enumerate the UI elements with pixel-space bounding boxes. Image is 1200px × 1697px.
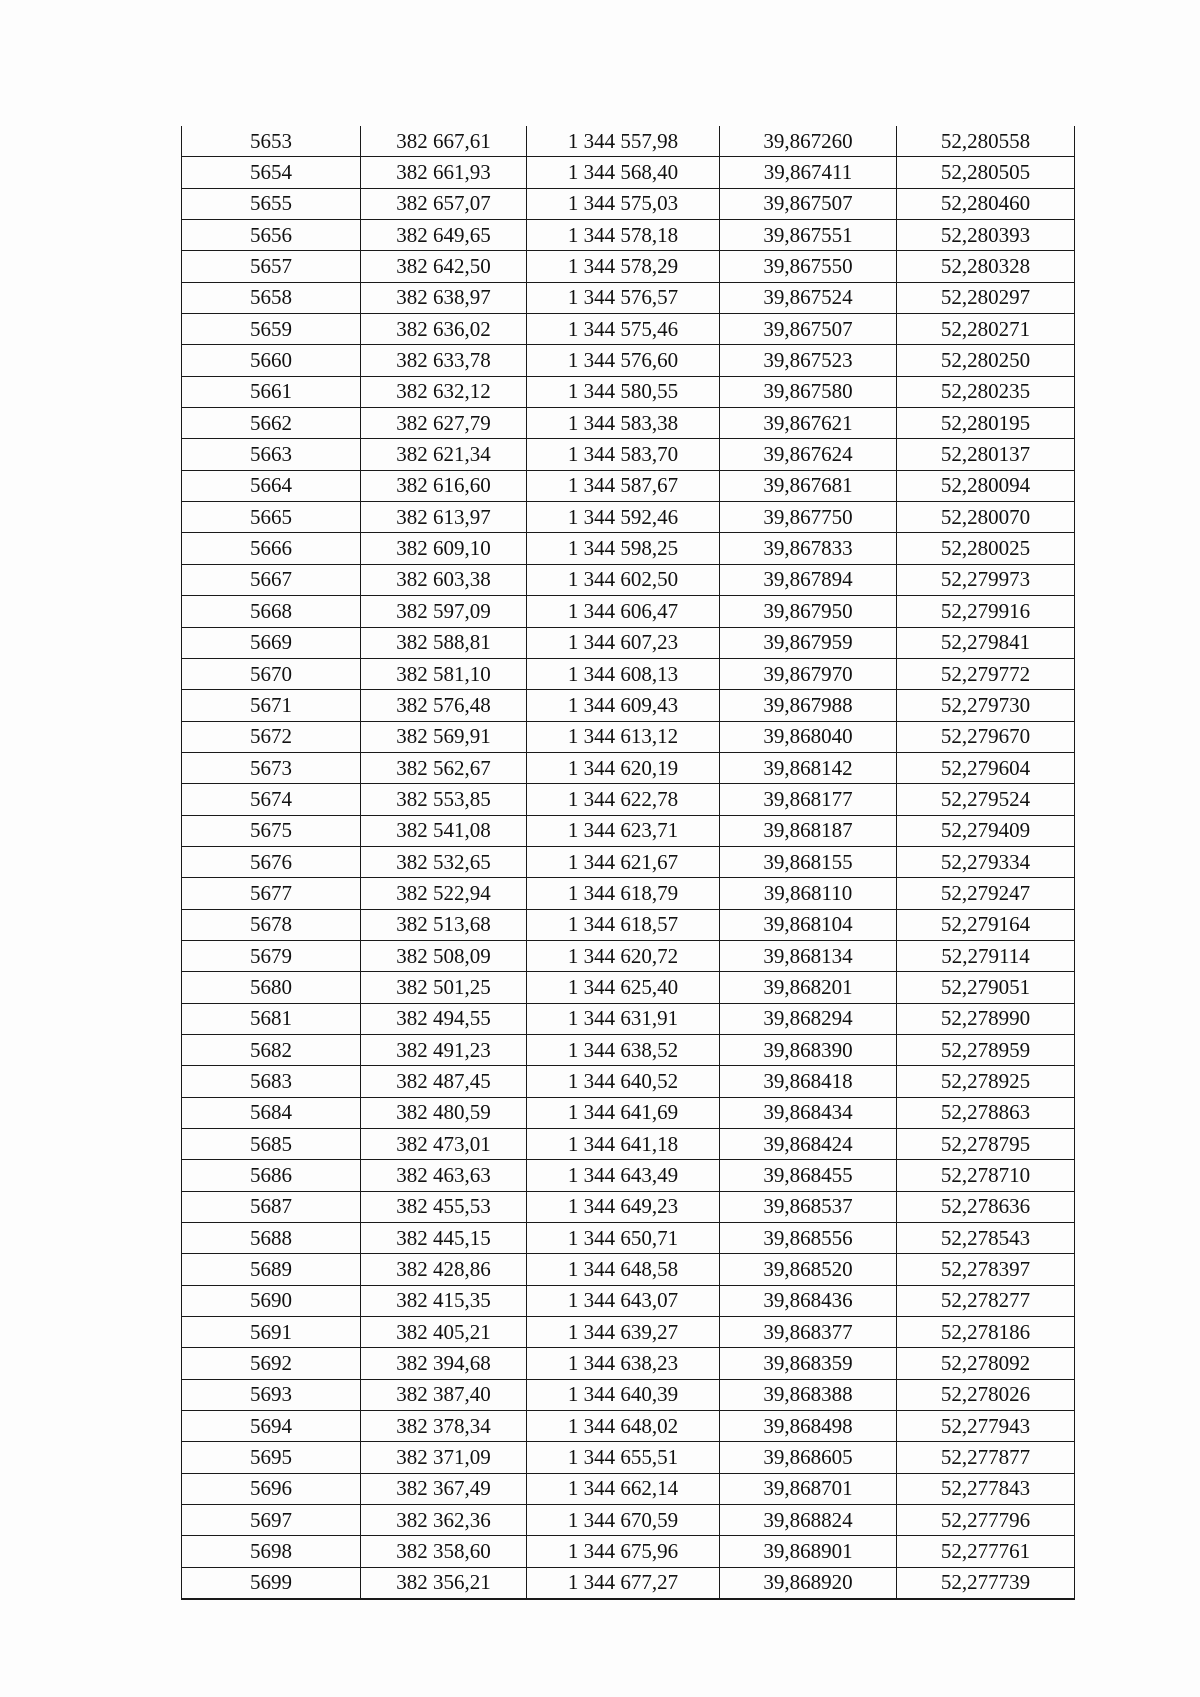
y-coordinate-cell: 1 344 662,14 (527, 1473, 720, 1504)
latitude-cell: 52,278397 (897, 1254, 1075, 1285)
x-coordinate-cell: 382 621,34 (361, 439, 527, 470)
longitude-cell: 39,868134 (720, 940, 897, 971)
y-coordinate-cell: 1 344 613,12 (527, 721, 720, 752)
x-coordinate-cell: 382 616,60 (361, 470, 527, 501)
y-coordinate-cell: 1 344 622,78 (527, 784, 720, 815)
longitude-cell: 39,867507 (720, 188, 897, 219)
latitude-cell: 52,278863 (897, 1097, 1075, 1128)
point-number-cell: 5654 (182, 157, 361, 188)
point-number-cell: 5681 (182, 1003, 361, 1034)
x-coordinate-cell: 382 657,07 (361, 188, 527, 219)
longitude-cell: 39,868142 (720, 752, 897, 783)
point-number-cell: 5684 (182, 1097, 361, 1128)
latitude-cell: 52,277739 (897, 1567, 1075, 1599)
table-row (182, 846, 1075, 877)
y-coordinate-cell: 1 344 618,57 (527, 909, 720, 940)
y-coordinate-cell: 1 344 638,52 (527, 1034, 720, 1065)
latitude-cell: 52,278186 (897, 1317, 1075, 1348)
y-coordinate-cell: 1 344 620,19 (527, 752, 720, 783)
longitude-cell: 39,868901 (720, 1536, 897, 1567)
table-row (182, 721, 1075, 752)
x-coordinate-cell: 382 603,38 (361, 564, 527, 595)
point-number-cell: 5688 (182, 1223, 361, 1254)
y-coordinate-cell: 1 344 639,27 (527, 1317, 720, 1348)
x-coordinate-cell: 382 553,85 (361, 784, 527, 815)
table-row (182, 282, 1075, 313)
latitude-cell: 52,279114 (897, 940, 1075, 971)
longitude-cell: 39,867959 (720, 627, 897, 658)
x-coordinate-cell: 382 378,34 (361, 1411, 527, 1442)
y-coordinate-cell: 1 344 557,98 (527, 126, 720, 157)
latitude-cell: 52,278543 (897, 1223, 1075, 1254)
table-row (182, 1317, 1075, 1348)
y-coordinate-cell: 1 344 648,58 (527, 1254, 720, 1285)
table-row (182, 878, 1075, 909)
x-coordinate-cell: 382 480,59 (361, 1097, 527, 1128)
point-number-cell: 5679 (182, 940, 361, 971)
latitude-cell: 52,280558 (897, 126, 1075, 157)
x-coordinate-cell: 382 633,78 (361, 345, 527, 376)
y-coordinate-cell: 1 344 618,79 (527, 878, 720, 909)
table-row (182, 533, 1075, 564)
y-coordinate-cell: 1 344 675,96 (527, 1536, 720, 1567)
table-row (182, 1066, 1075, 1097)
table-row (182, 784, 1075, 815)
longitude-cell: 39,868556 (720, 1223, 897, 1254)
x-coordinate-cell: 382 473,01 (361, 1129, 527, 1160)
point-number-cell: 5664 (182, 470, 361, 501)
y-coordinate-cell: 1 344 568,40 (527, 157, 720, 188)
y-coordinate-cell: 1 344 641,18 (527, 1129, 720, 1160)
y-coordinate-cell: 1 344 602,50 (527, 564, 720, 595)
point-number-cell: 5663 (182, 439, 361, 470)
x-coordinate-cell: 382 627,79 (361, 408, 527, 439)
longitude-cell: 39,868434 (720, 1097, 897, 1128)
y-coordinate-cell: 1 344 638,23 (527, 1348, 720, 1379)
table-row (182, 157, 1075, 188)
y-coordinate-cell: 1 344 598,25 (527, 533, 720, 564)
longitude-cell: 39,867950 (720, 596, 897, 627)
latitude-cell: 52,279524 (897, 784, 1075, 815)
y-coordinate-cell: 1 344 621,67 (527, 846, 720, 877)
table-row (182, 1473, 1075, 1504)
table-row (182, 1285, 1075, 1316)
longitude-cell: 39,868455 (720, 1160, 897, 1191)
longitude-cell: 39,867833 (720, 533, 897, 564)
x-coordinate-cell: 382 494,55 (361, 1003, 527, 1034)
point-number-cell: 5656 (182, 220, 361, 251)
longitude-cell: 39,868920 (720, 1567, 897, 1599)
table-row (182, 439, 1075, 470)
latitude-cell: 52,280235 (897, 376, 1075, 407)
point-number-cell: 5671 (182, 690, 361, 721)
point-number-cell: 5669 (182, 627, 361, 658)
latitude-cell: 52,279051 (897, 972, 1075, 1003)
longitude-cell: 39,868155 (720, 846, 897, 877)
longitude-cell: 39,867988 (720, 690, 897, 721)
longitude-cell: 39,867580 (720, 376, 897, 407)
longitude-cell: 39,868187 (720, 815, 897, 846)
point-number-cell: 5680 (182, 972, 361, 1003)
table-row (182, 752, 1075, 783)
y-coordinate-cell: 1 344 580,55 (527, 376, 720, 407)
table-row (182, 1254, 1075, 1285)
longitude-cell: 39,867894 (720, 564, 897, 595)
longitude-cell: 39,868390 (720, 1034, 897, 1065)
latitude-cell: 52,280271 (897, 314, 1075, 345)
latitude-cell: 52,279730 (897, 690, 1075, 721)
table-row (182, 1160, 1075, 1191)
longitude-cell: 39,868498 (720, 1411, 897, 1442)
table-row (182, 972, 1075, 1003)
y-coordinate-cell: 1 344 576,57 (527, 282, 720, 313)
point-number-cell: 5698 (182, 1536, 361, 1567)
latitude-cell: 52,280137 (897, 439, 1075, 470)
x-coordinate-cell: 382 667,61 (361, 126, 527, 157)
latitude-cell: 52,278277 (897, 1285, 1075, 1316)
point-number-cell: 5692 (182, 1348, 361, 1379)
latitude-cell: 52,279973 (897, 564, 1075, 595)
x-coordinate-cell: 382 613,97 (361, 502, 527, 533)
y-coordinate-cell: 1 344 623,71 (527, 815, 720, 846)
x-coordinate-cell: 382 638,97 (361, 282, 527, 313)
y-coordinate-cell: 1 344 609,43 (527, 690, 720, 721)
table-row (182, 1536, 1075, 1567)
x-coordinate-cell: 382 445,15 (361, 1223, 527, 1254)
latitude-cell: 52,279247 (897, 878, 1075, 909)
y-coordinate-cell: 1 344 641,69 (527, 1097, 720, 1128)
coordinates-table-body (182, 126, 1075, 1599)
table-row (182, 251, 1075, 282)
longitude-cell: 39,867524 (720, 282, 897, 313)
longitude-cell: 39,868377 (720, 1317, 897, 1348)
y-coordinate-cell: 1 344 592,46 (527, 502, 720, 533)
y-coordinate-cell: 1 344 677,27 (527, 1567, 720, 1599)
x-coordinate-cell: 382 562,67 (361, 752, 527, 783)
latitude-cell: 52,280393 (897, 220, 1075, 251)
longitude-cell: 39,868201 (720, 972, 897, 1003)
latitude-cell: 52,279164 (897, 909, 1075, 940)
x-coordinate-cell: 382 642,50 (361, 251, 527, 282)
y-coordinate-cell: 1 344 578,29 (527, 251, 720, 282)
latitude-cell: 52,279604 (897, 752, 1075, 783)
longitude-cell: 39,867681 (720, 470, 897, 501)
latitude-cell: 52,278710 (897, 1160, 1075, 1191)
y-coordinate-cell: 1 344 587,67 (527, 470, 720, 501)
longitude-cell: 39,867624 (720, 439, 897, 470)
longitude-cell: 39,868104 (720, 909, 897, 940)
table-row (182, 1097, 1075, 1128)
x-coordinate-cell: 382 487,45 (361, 1066, 527, 1097)
point-number-cell: 5685 (182, 1129, 361, 1160)
y-coordinate-cell: 1 344 643,49 (527, 1160, 720, 1191)
point-number-cell: 5659 (182, 314, 361, 345)
table-row (182, 126, 1075, 157)
latitude-cell: 52,278026 (897, 1379, 1075, 1410)
point-number-cell: 5668 (182, 596, 361, 627)
x-coordinate-cell: 382 501,25 (361, 972, 527, 1003)
x-coordinate-cell: 382 508,09 (361, 940, 527, 971)
table-row (182, 345, 1075, 376)
y-coordinate-cell: 1 344 583,70 (527, 439, 720, 470)
latitude-cell: 52,279841 (897, 627, 1075, 658)
latitude-cell: 52,280195 (897, 408, 1075, 439)
x-coordinate-cell: 382 491,23 (361, 1034, 527, 1065)
latitude-cell: 52,280328 (897, 251, 1075, 282)
x-coordinate-cell: 382 661,93 (361, 157, 527, 188)
y-coordinate-cell: 1 344 655,51 (527, 1442, 720, 1473)
table-row (182, 408, 1075, 439)
table-row (182, 1034, 1075, 1065)
latitude-cell: 52,280025 (897, 533, 1075, 564)
longitude-cell: 39,867550 (720, 251, 897, 282)
table-row (182, 1003, 1075, 1034)
point-number-cell: 5661 (182, 376, 361, 407)
longitude-cell: 39,868424 (720, 1129, 897, 1160)
point-number-cell: 5682 (182, 1034, 361, 1065)
table-row (182, 940, 1075, 971)
y-coordinate-cell: 1 344 650,71 (527, 1223, 720, 1254)
latitude-cell: 52,280460 (897, 188, 1075, 219)
x-coordinate-cell: 382 428,86 (361, 1254, 527, 1285)
longitude-cell: 39,867260 (720, 126, 897, 157)
x-coordinate-cell: 382 367,49 (361, 1473, 527, 1504)
x-coordinate-cell: 382 405,21 (361, 1317, 527, 1348)
point-number-cell: 5662 (182, 408, 361, 439)
table-row (182, 1129, 1075, 1160)
y-coordinate-cell: 1 344 631,91 (527, 1003, 720, 1034)
y-coordinate-cell: 1 344 575,46 (527, 314, 720, 345)
table-row (182, 658, 1075, 689)
y-coordinate-cell: 1 344 606,47 (527, 596, 720, 627)
table-row (182, 1223, 1075, 1254)
table-row (182, 1191, 1075, 1222)
y-coordinate-cell: 1 344 643,07 (527, 1285, 720, 1316)
y-coordinate-cell: 1 344 607,23 (527, 627, 720, 658)
table-row (182, 314, 1075, 345)
point-number-cell: 5675 (182, 815, 361, 846)
latitude-cell: 52,277843 (897, 1473, 1075, 1504)
table-row (182, 690, 1075, 721)
point-number-cell: 5697 (182, 1505, 361, 1536)
latitude-cell: 52,278092 (897, 1348, 1075, 1379)
longitude-cell: 39,867970 (720, 658, 897, 689)
latitude-cell: 52,280297 (897, 282, 1075, 313)
x-coordinate-cell: 382 463,63 (361, 1160, 527, 1191)
table-row (182, 627, 1075, 658)
latitude-cell: 52,277796 (897, 1505, 1075, 1536)
latitude-cell: 52,277761 (897, 1536, 1075, 1567)
point-number-cell: 5676 (182, 846, 361, 877)
point-number-cell: 5693 (182, 1379, 361, 1410)
point-number-cell: 5699 (182, 1567, 361, 1599)
x-coordinate-cell: 382 649,65 (361, 220, 527, 251)
point-number-cell: 5691 (182, 1317, 361, 1348)
x-coordinate-cell: 382 362,36 (361, 1505, 527, 1536)
y-coordinate-cell: 1 344 670,59 (527, 1505, 720, 1536)
longitude-cell: 39,867411 (720, 157, 897, 188)
longitude-cell: 39,868537 (720, 1191, 897, 1222)
x-coordinate-cell: 382 415,35 (361, 1285, 527, 1316)
longitude-cell: 39,867551 (720, 220, 897, 251)
longitude-cell: 39,868520 (720, 1254, 897, 1285)
table-row (182, 1379, 1075, 1410)
x-coordinate-cell: 382 588,81 (361, 627, 527, 658)
x-coordinate-cell: 382 636,02 (361, 314, 527, 345)
table-row (182, 815, 1075, 846)
point-number-cell: 5674 (182, 784, 361, 815)
latitude-cell: 52,280505 (897, 157, 1075, 188)
point-number-cell: 5670 (182, 658, 361, 689)
point-number-cell: 5657 (182, 251, 361, 282)
point-number-cell: 5696 (182, 1473, 361, 1504)
point-number-cell: 5690 (182, 1285, 361, 1316)
x-coordinate-cell: 382 532,65 (361, 846, 527, 877)
longitude-cell: 39,868359 (720, 1348, 897, 1379)
table-row (182, 1411, 1075, 1442)
x-coordinate-cell: 382 609,10 (361, 533, 527, 564)
coordinates-table (181, 126, 1075, 1600)
point-number-cell: 5673 (182, 752, 361, 783)
point-number-cell: 5694 (182, 1411, 361, 1442)
latitude-cell: 52,279670 (897, 721, 1075, 752)
latitude-cell: 52,277943 (897, 1411, 1075, 1442)
y-coordinate-cell: 1 344 576,60 (527, 345, 720, 376)
x-coordinate-cell: 382 632,12 (361, 376, 527, 407)
longitude-cell: 39,867507 (720, 314, 897, 345)
table-row (182, 1442, 1075, 1473)
table-row (182, 470, 1075, 501)
point-number-cell: 5655 (182, 188, 361, 219)
point-number-cell: 5665 (182, 502, 361, 533)
point-number-cell: 5687 (182, 1191, 361, 1222)
point-number-cell: 5686 (182, 1160, 361, 1191)
longitude-cell: 39,868605 (720, 1442, 897, 1473)
longitude-cell: 39,868294 (720, 1003, 897, 1034)
point-number-cell: 5678 (182, 909, 361, 940)
point-number-cell: 5658 (182, 282, 361, 313)
longitude-cell: 39,868418 (720, 1066, 897, 1097)
y-coordinate-cell: 1 344 578,18 (527, 220, 720, 251)
x-coordinate-cell: 382 455,53 (361, 1191, 527, 1222)
longitude-cell: 39,868701 (720, 1473, 897, 1504)
latitude-cell: 52,279409 (897, 815, 1075, 846)
point-number-cell: 5666 (182, 533, 361, 564)
y-coordinate-cell: 1 344 575,03 (527, 188, 720, 219)
latitude-cell: 52,278925 (897, 1066, 1075, 1097)
latitude-cell: 52,277877 (897, 1442, 1075, 1473)
point-number-cell: 5672 (182, 721, 361, 752)
y-coordinate-cell: 1 344 640,52 (527, 1066, 720, 1097)
point-number-cell: 5695 (182, 1442, 361, 1473)
x-coordinate-cell: 382 597,09 (361, 596, 527, 627)
y-coordinate-cell: 1 344 625,40 (527, 972, 720, 1003)
latitude-cell: 52,279916 (897, 596, 1075, 627)
x-coordinate-cell: 382 394,68 (361, 1348, 527, 1379)
x-coordinate-cell: 382 387,40 (361, 1379, 527, 1410)
x-coordinate-cell: 382 522,94 (361, 878, 527, 909)
x-coordinate-cell: 382 569,91 (361, 721, 527, 752)
longitude-cell: 39,868388 (720, 1379, 897, 1410)
y-coordinate-cell: 1 344 620,72 (527, 940, 720, 971)
y-coordinate-cell: 1 344 648,02 (527, 1411, 720, 1442)
longitude-cell: 39,868110 (720, 878, 897, 909)
longitude-cell: 39,867523 (720, 345, 897, 376)
table-row (182, 909, 1075, 940)
x-coordinate-cell: 382 513,68 (361, 909, 527, 940)
x-coordinate-cell: 382 581,10 (361, 658, 527, 689)
table-row (182, 220, 1075, 251)
latitude-cell: 52,278990 (897, 1003, 1075, 1034)
table-row (182, 596, 1075, 627)
latitude-cell: 52,278959 (897, 1034, 1075, 1065)
point-number-cell: 5689 (182, 1254, 361, 1285)
longitude-cell: 39,867750 (720, 502, 897, 533)
longitude-cell: 39,868436 (720, 1285, 897, 1316)
x-coordinate-cell: 382 358,60 (361, 1536, 527, 1567)
latitude-cell: 52,280250 (897, 345, 1075, 376)
y-coordinate-cell: 1 344 640,39 (527, 1379, 720, 1410)
latitude-cell: 52,279334 (897, 846, 1075, 877)
latitude-cell: 52,278636 (897, 1191, 1075, 1222)
table-row (182, 564, 1075, 595)
longitude-cell: 39,868824 (720, 1505, 897, 1536)
point-number-cell: 5683 (182, 1066, 361, 1097)
x-coordinate-cell: 382 356,21 (361, 1567, 527, 1599)
longitude-cell: 39,867621 (720, 408, 897, 439)
point-number-cell: 5660 (182, 345, 361, 376)
table-row (182, 502, 1075, 533)
longitude-cell: 39,868040 (720, 721, 897, 752)
longitude-cell: 39,868177 (720, 784, 897, 815)
table-row (182, 376, 1075, 407)
point-number-cell: 5677 (182, 878, 361, 909)
table-row (182, 188, 1075, 219)
latitude-cell: 52,280094 (897, 470, 1075, 501)
latitude-cell: 52,278795 (897, 1129, 1075, 1160)
latitude-cell: 52,280070 (897, 502, 1075, 533)
point-number-cell: 5653 (182, 126, 361, 157)
x-coordinate-cell: 382 576,48 (361, 690, 527, 721)
y-coordinate-cell: 1 344 583,38 (527, 408, 720, 439)
latitude-cell: 52,279772 (897, 658, 1075, 689)
y-coordinate-cell: 1 344 649,23 (527, 1191, 720, 1222)
x-coordinate-cell: 382 371,09 (361, 1442, 527, 1473)
y-coordinate-cell: 1 344 608,13 (527, 658, 720, 689)
table-row (182, 1567, 1075, 1599)
x-coordinate-cell: 382 541,08 (361, 815, 527, 846)
point-number-cell: 5667 (182, 564, 361, 595)
table-row (182, 1348, 1075, 1379)
table-row (182, 1505, 1075, 1536)
